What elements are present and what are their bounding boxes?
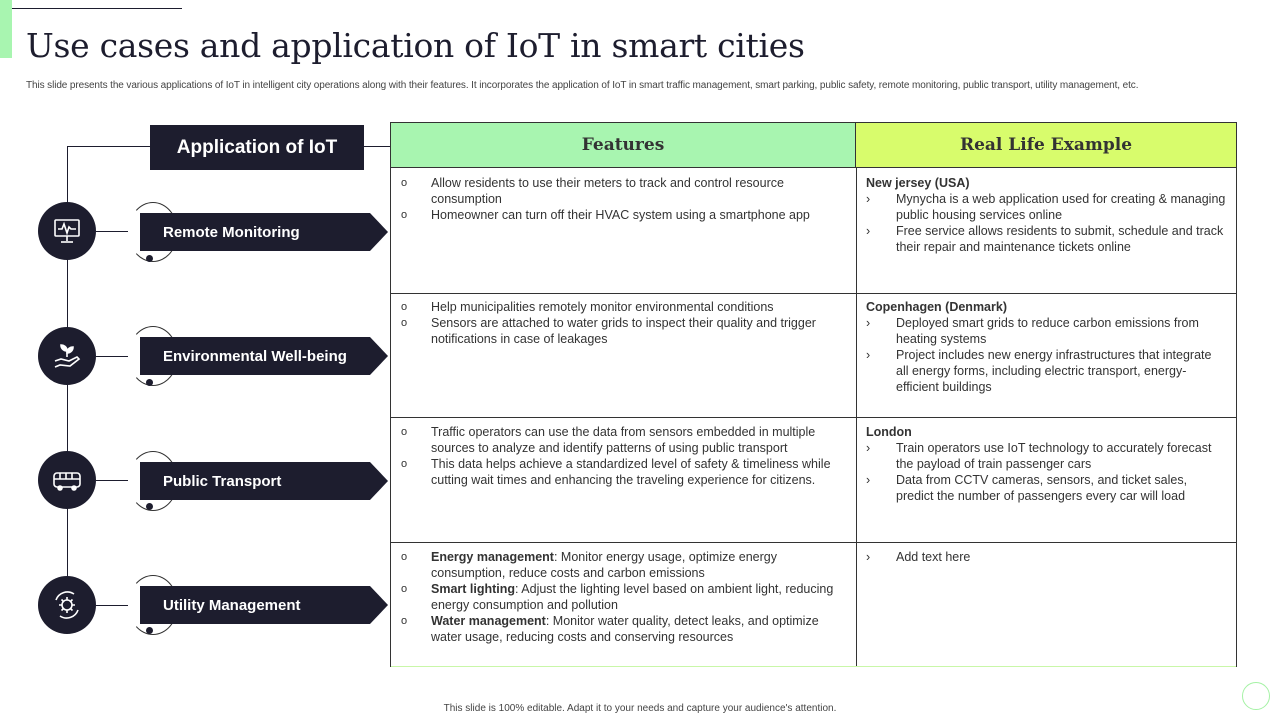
- header-features: Features: [391, 123, 856, 168]
- example-location: London: [866, 425, 912, 439]
- gear-cycle-icon: [38, 576, 96, 634]
- app-label-utility-management: Utility Management: [140, 586, 370, 624]
- feature-item: o Homeowner can turn off their HVAC system using a smartphone app: [401, 207, 846, 223]
- example-cell: [866, 549, 1226, 565]
- slide-footer: This slide is 100% editable. Adapt it to your needs and capture your audience's attention.: [443, 703, 837, 714]
- feature-item: o Sensors are attached to water grids to inspect their quality and trigger notifications in case of leakages: [401, 315, 846, 347]
- example-location: Copenhagen (Denmark): [866, 300, 1007, 314]
- slide-subtitle: This slide presents the various applications of IoT in intelligent city operations along with their features. It incorporates the application of IoT in smart traffic management, smart parking, public safety, remote monitoring, public transport, utility management, etc.: [26, 80, 1139, 91]
- connector-top: [67, 146, 150, 147]
- row-divider: [391, 293, 1236, 294]
- features-cell: [401, 424, 846, 488]
- top-rule: [12, 8, 182, 9]
- row-divider: [391, 417, 1236, 418]
- example-item: › Mynycha is a web application used for creating & managing public housing services online: [866, 191, 1226, 223]
- feature-item: o Help municipalities remotely monitor environmental conditions: [401, 299, 846, 315]
- example-item: › Deployed smart grids to reduce carbon emissions from heating systems: [866, 315, 1226, 347]
- corner-circle: [1242, 682, 1270, 710]
- example-item: › Data from CCTV cameras, sensors, and ticket sales, predict the number of passengers every car will load: [866, 472, 1226, 504]
- application-header: Application of IoT: [150, 125, 364, 170]
- example-item: › Train operators use IoT technology to accurately forecast the payload of train passenger cars: [866, 440, 1226, 472]
- connector-h: [96, 356, 128, 357]
- feature-item: o Energy management: Monitor energy usage, optimize energy consumption, reduce costs and carbon emissions: [401, 549, 846, 581]
- app-label-environmental: Environmental Well-being: [140, 337, 370, 375]
- table-bottom: [391, 666, 1236, 667]
- example-location: New jersey (USA): [866, 176, 970, 190]
- bus-icon: [38, 451, 96, 509]
- feature-item: o Water management: Monitor water quality, detect leaks, and optimize water usage, reducing costs and conserving resources: [401, 613, 846, 645]
- features-cell: [401, 549, 846, 645]
- feature-item: o Allow residents to use their meters to track and control resource consumption: [401, 175, 846, 207]
- connector-h: [96, 480, 128, 481]
- connector-h: [96, 605, 128, 606]
- connector-header-table: [364, 146, 390, 147]
- example-item: › Add text here: [866, 549, 1226, 565]
- decor-dot: [146, 627, 153, 634]
- plant-hand-icon: [38, 327, 96, 385]
- decor-dot: [146, 503, 153, 510]
- decor-dot: [146, 255, 153, 262]
- example-cell: [866, 424, 1226, 504]
- accent-bar: [0, 0, 12, 58]
- example-cell: [866, 175, 1226, 255]
- header-example: Real Life Example: [856, 123, 1236, 168]
- example-cell: [866, 299, 1226, 395]
- slide-title: Use cases and application of IoT in smart cities: [26, 26, 805, 65]
- app-label-public-transport: Public Transport: [140, 462, 370, 500]
- features-cell: [401, 175, 846, 223]
- features-table: [390, 122, 1237, 667]
- example-item: › Free service allows residents to submit, schedule and track their repair and maintenance tickets online: [866, 223, 1226, 255]
- decor-dot: [146, 379, 153, 386]
- feature-item: o Smart lighting: Adjust the lighting level based on ambient light, reducing energy consumption and pollution: [401, 581, 846, 613]
- features-cell: [401, 299, 846, 347]
- row-divider: [391, 542, 1236, 543]
- feature-item: o Traffic operators can use the data from sensors embedded in multiple sources to analyze and identify patterns of using public transport: [401, 424, 846, 456]
- app-label-remote-monitoring: Remote Monitoring: [140, 213, 370, 251]
- feature-item: o This data helps achieve a standardized level of safety & timeliness while cutting wait times and enhancing the traveling experience for citizens.: [401, 456, 846, 488]
- monitor-icon: [38, 202, 96, 260]
- connector-h: [96, 231, 128, 232]
- example-item: › Project includes new energy infrastructures that integrate all energy forms, including electric transport, energy-efficient buildings: [866, 347, 1226, 395]
